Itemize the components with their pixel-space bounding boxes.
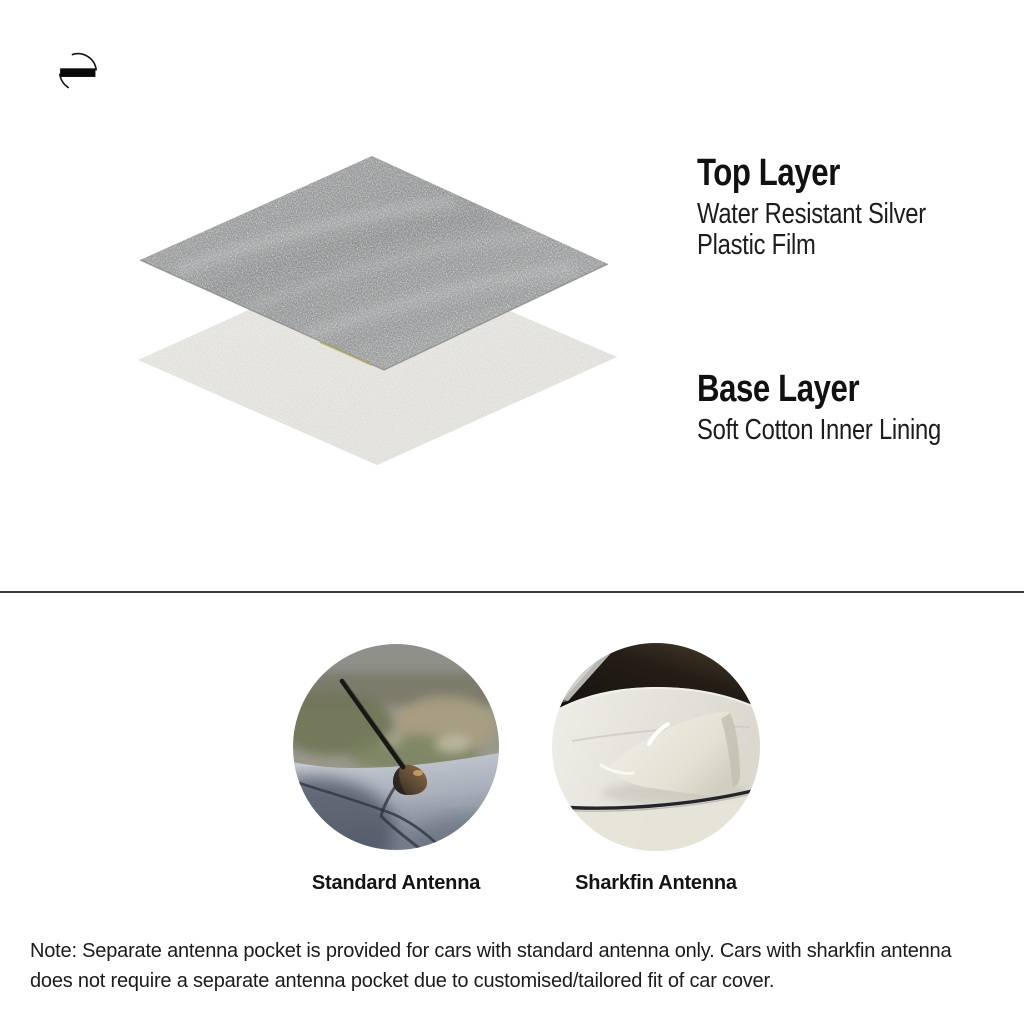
sharkfin-antenna-caption: Sharkfin Antenna	[575, 872, 737, 894]
top-layer-desc-line1: Water Resistant Silver	[697, 198, 926, 230]
layer-diagram	[120, 140, 640, 480]
sharkfin-antenna-photo	[552, 643, 760, 851]
base-layer-description	[697, 415, 943, 446]
top-layer-desc-line2: Plastic Film	[697, 229, 816, 261]
top-layer-label-block	[697, 150, 943, 261]
standard-antenna-photo	[293, 644, 499, 850]
arc-bar-logo-icon	[56, 50, 100, 94]
base-layer-label-block	[697, 366, 943, 446]
brand-logo	[56, 50, 100, 94]
top-layer-title: Top Layer	[697, 152, 840, 194]
top-layer-description	[697, 199, 943, 261]
section-divider	[0, 591, 1024, 593]
base-layer-title: Base Layer	[697, 368, 860, 410]
base-layer-desc-line1: Soft Cotton Inner Lining	[697, 414, 941, 446]
footnote-line1: Note: Separate antenna pocket is provided for cars with standard antenna only. Cars with sharkfin antenna	[30, 940, 952, 962]
footnote	[30, 936, 1005, 996]
standard-antenna-caption: Standard Antenna	[311, 872, 481, 894]
footnote-line2: does not require a separate antenna pocket due to customised/tailored fit of car cover.	[30, 970, 775, 992]
